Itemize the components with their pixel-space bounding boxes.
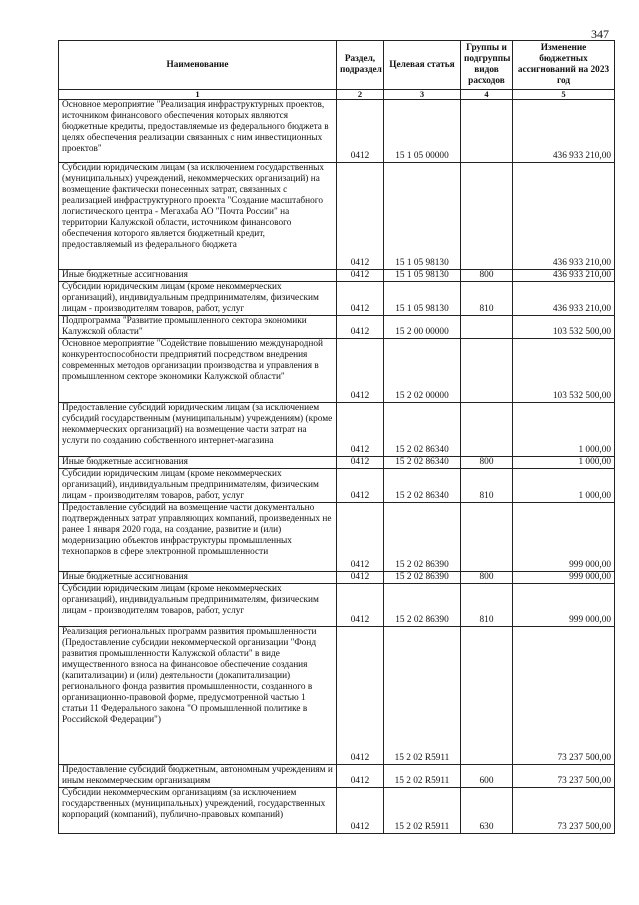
row-amount: 1 000,00 (513, 457, 615, 469)
row-section: 0412 (337, 503, 384, 572)
row-name: Субсидии юридическим лицам (кроме некоммерческих организаций), индивидуальным предпринимателям, физическим лицам - производителям товаров, работ, услуг (59, 469, 337, 503)
row-section: 0412 (337, 788, 384, 834)
row-target: 15 2 02 86390 (384, 503, 461, 572)
table-row (59, 457, 615, 469)
table-row (59, 572, 615, 584)
row-name: Иные бюджетные ассигнования (59, 457, 337, 469)
table-row (59, 100, 615, 163)
row-amount: 436 933 210,00 (513, 163, 615, 270)
row-amount: 73 237 500,00 (513, 627, 615, 765)
header-section: Раздел, подраздел (337, 41, 384, 90)
row-name: Подпрограмма "Развитие промышленного сектора экономики Калужской области" (59, 316, 337, 339)
row-section: 0412 (337, 100, 384, 163)
row-target: 15 1 05 98130 (384, 270, 461, 282)
row-amount: 103 532 500,00 (513, 339, 615, 403)
table-row (59, 339, 615, 403)
row-name: Основное мероприятие "Содействие повышению международной конкурентоспособности предприятий посредством внедрения современных методов организации производства и управления в промышленном секторе экономики Калужской области" (59, 339, 337, 403)
row-amount: 436 933 210,00 (513, 100, 615, 163)
table-row (59, 503, 615, 572)
row-section: 0412 (337, 469, 384, 503)
row-group: 800 (461, 270, 513, 282)
row-group (461, 403, 513, 457)
row-amount: 999 000,00 (513, 584, 615, 627)
row-group (461, 163, 513, 270)
row-name: Иные бюджетные ассигнования (59, 572, 337, 584)
row-target: 15 2 02 00000 (384, 339, 461, 403)
row-group: 800 (461, 572, 513, 584)
row-section: 0412 (337, 339, 384, 403)
row-name: Субсидии юридическим лицам (за исключением государственных (муниципальных) учреждений, некоммерческих организаций) на возмещение фактически понесенных затрат, связанных с реализацией инфраструктурного проекта "Создание масштабного логистического центра - Мегахаба АО "Почта России" на территории Калужской области, источником финансового обеспечения которого является бюджетный кредит, предоставляемый из федерального бюджета (59, 163, 337, 270)
header-target: Целевая статья (384, 41, 461, 90)
row-group: 810 (461, 469, 513, 503)
row-target: 15 2 02 R5911 (384, 765, 461, 788)
column-number-row (59, 90, 615, 100)
table-row (59, 316, 615, 339)
column-number: 3 (384, 90, 461, 100)
table-row (59, 584, 615, 627)
row-target: 15 2 02 86390 (384, 572, 461, 584)
row-amount: 73 237 500,00 (513, 788, 615, 834)
row-name: Субсидии некоммерческим организациям (за исключением государственных (муниципальных) учреждений, государственных корпораций (компаний), публично-правовых компаний) (59, 788, 337, 834)
row-target: 15 1 05 98130 (384, 282, 461, 316)
row-target: 15 2 02 R5911 (384, 788, 461, 834)
row-amount: 103 532 500,00 (513, 316, 615, 339)
column-number: 5 (513, 90, 615, 100)
row-name: Субсидии юридическим лицам (кроме некоммерческих организаций), индивидуальным предпринимателям, физическим лицам - производителям товаров, работ, услуг (59, 282, 337, 316)
table-row (59, 270, 615, 282)
row-name: Предоставление субсидий юридическим лицам (за исключением субсидий государственным (муниципальным) учреждениям) (кроме некоммерческих организаций) на возмещение части затрат на услуги по созданию собственного интернет-магазина (59, 403, 337, 457)
budget-table (58, 40, 615, 834)
table-row (59, 627, 615, 765)
row-name: Реализация региональных программ развития промышленности (Предоставление субсидии некоммерческой организации "Фонд развития промышленности Калужской области" в виде имущественного взноса на финансовое обеспечение создания (капитализации) и (или) деятельности (докапитализации) регионального фонда развития промышленности, созданного в организационно-правовой форме, предусмотренной частью 1 статьи 11 Федерального закона "О промышленной политике в Российской Федерации") (59, 627, 337, 765)
row-target: 15 2 02 R5911 (384, 627, 461, 765)
row-group: 800 (461, 457, 513, 469)
header-amount: Изменение бюджетных ассигнований на 2023 год (513, 41, 615, 90)
row-target: 15 2 00 00000 (384, 316, 461, 339)
row-target: 15 1 05 00000 (384, 100, 461, 163)
row-group: 810 (461, 584, 513, 627)
row-target: 15 2 02 86340 (384, 403, 461, 457)
header-name: Наименование (59, 41, 337, 90)
row-section: 0412 (337, 403, 384, 457)
row-group: 600 (461, 765, 513, 788)
table-row (59, 788, 615, 834)
row-amount: 1 000,00 (513, 469, 615, 503)
table-row (59, 163, 615, 270)
row-amount: 999 000,00 (513, 572, 615, 584)
column-number: 1 (59, 90, 337, 100)
column-number: 2 (337, 90, 384, 100)
header-groups: Группы и подгруппы видов расходов (461, 41, 513, 90)
row-section: 0412 (337, 765, 384, 788)
row-group (461, 503, 513, 572)
row-target: 15 2 02 86390 (384, 584, 461, 627)
row-section: 0412 (337, 584, 384, 627)
row-name: Иные бюджетные ассигнования (59, 270, 337, 282)
row-amount: 999 000,00 (513, 503, 615, 572)
row-section: 0412 (337, 163, 384, 270)
row-amount: 73 237 500,00 (513, 765, 615, 788)
row-group (461, 100, 513, 163)
table-row (59, 765, 615, 788)
row-section: 0412 (337, 627, 384, 765)
row-amount: 1 000,00 (513, 403, 615, 457)
row-name: Предоставление субсидий на возмещение части документально подтвержденных затрат управляющих компаний, произведенных не ранее 1 января 2020 года, на создание, развитие и (или) модернизацию объектов инфраструктуры промышленных технопарков в сфере электронной промышленности (59, 503, 337, 572)
table-row (59, 403, 615, 457)
row-group: 810 (461, 282, 513, 316)
row-amount: 436 933 210,00 (513, 282, 615, 316)
row-group (461, 339, 513, 403)
row-target: 15 1 05 98130 (384, 163, 461, 270)
row-name: Предоставление субсидий бюджетным, автономным учреждениям и иным некоммерческим организациям (59, 765, 337, 788)
table-header-row (59, 41, 615, 90)
page-number: 347 (591, 27, 609, 41)
row-group (461, 316, 513, 339)
table-row (59, 469, 615, 503)
row-name: Основное мероприятие "Реализация инфраструктурных проектов, источником финансового обеспечения которых являются бюджетные кредиты, предоставляемые из федерального бюджета в целях обеспечения реализации связанных с ним инвестиционных проектов" (59, 100, 337, 163)
row-name: Субсидии юридическим лицам (кроме некоммерческих организаций), индивидуальным предпринимателям, физическим лицам - производителям товаров, работ, услуг (59, 584, 337, 627)
row-amount: 436 933 210,00 (513, 270, 615, 282)
row-group (461, 627, 513, 765)
row-section: 0412 (337, 316, 384, 339)
column-number: 4 (461, 90, 513, 100)
row-target: 15 2 02 86340 (384, 457, 461, 469)
row-section: 0412 (337, 572, 384, 584)
row-group: 630 (461, 788, 513, 834)
row-target: 15 2 02 86340 (384, 469, 461, 503)
row-section: 0412 (337, 270, 384, 282)
table-row (59, 282, 615, 316)
row-section: 0412 (337, 282, 384, 316)
row-section: 0412 (337, 457, 384, 469)
